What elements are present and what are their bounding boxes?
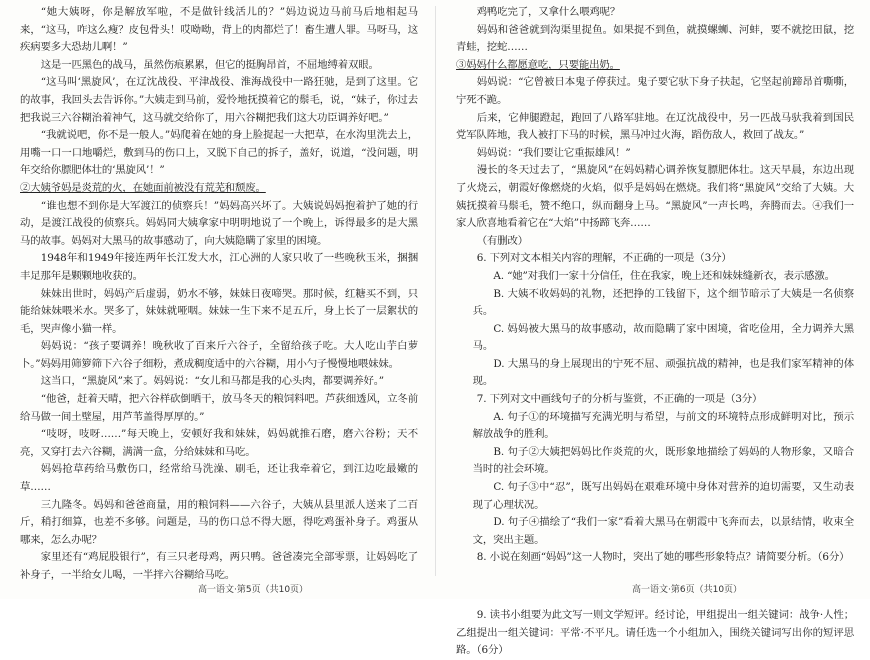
paragraph: “我就说吧，你不是一般人。”妈爬着在她的身上脸捉起一大把草，在水沟里洗去上，用嘴一口一口地嚼烂，敷到马的伤口上，又脱下自己的拆子，盖好，说道，“没问题，明年交给你膘肥体壮的‘黑旋风’！” (20, 129, 418, 177)
question-6-option: D. 大黑马的身上展现出的宁死不屈、顽强抗战的精神，也是我们家军精神的体现。 (472, 357, 854, 388)
question-6-option: B. 大姨不收妈妈的礼物，还把挣的工钱留下，这个细节暗示了大姨是一名侦察兵。 (472, 287, 854, 318)
source-note: （有删改） (476, 234, 528, 247)
question-8-stem: 8. 小说在刻画“妈妈”这一人物时，突出了她的哪些形象特点？请简要分析。（6分） (476, 551, 850, 564)
paragraph: “他爸，赶着天晴，把六谷样砍倒晒干，放马冬天的粮饲料吧。芦荻细透风，立冬前给马做一间土壁屋，用芦苇盖得厚厚的。” (20, 393, 418, 423)
paragraph: 漫长的冬天过去了，“黑旋风”在妈妈精心调养恢复膘肥体壮。这天早晨，东边出现了火烧云，朝霞好像燃烧的火焰，似乎是妈妈在燃烧。我们将“黑旋风”交给了大姨。大姨抚摸着马鬃毛，赞不绝口，纵而翻身上马。“黑旋风”一声长鸣，奔腾而去。④我们一家人欣喜地看着它在“大焰”中扬蹄飞奔…… (456, 164, 854, 230)
paragraph: 妹妹出世时，妈妈产后虚弱，奶水不够，妹妹日夜啼哭。那时候，红糖买不到，只能给妹妹喂米水。哭多了，妹妹就哑咽。妹妹一生下来不足五斤，身上长了一层絮状的毛，哭声像小猫一样。 (20, 287, 418, 335)
paragraph: “吱呀，吱呀……”每天晚上，安顿好我和妹妹，妈妈就推石磨，磨六谷粉；天不亮，又穿打去六谷糊，满满一盒，分给妹妹和马吃。 (20, 428, 418, 458)
question-7-option: B. 句子②大姨把妈妈比作炎荒的火，既形象地描绘了妈妈的人物形象，又暗合当时的社会环境。 (472, 445, 854, 476)
underlined-sentence-3 (456, 57, 854, 75)
page-5-column (20, 4, 418, 581)
paragraph: 1948年和1949年接连两年长江发大水，江心洲的人家只收了一些晚秋玉米，捆捆丰足那年是颗颗地收获的。 (20, 252, 418, 282)
question-7-option: C. 句子③中“忍”，既写出妈妈在艰难环境中身体对营养的迫切需要，又生动表现了心理状况。 (472, 481, 854, 511)
question-6-option: A. “她”对我们一家十分信任，住在我家，晚上还和妹妹缝新衣，表示感激。 (493, 269, 835, 282)
paragraph: 这是一匹黑色的战马，虽然伤痕累累，但它的挺胸昂首，不屈地缚着双眼。 (40, 58, 379, 71)
paragraph: 妈妈抢草药给马敷伤口，经常给马洗澡、刷毛，还让我牵着它，到江边吃最嫩的草…… (20, 463, 418, 494)
paragraph: “谁也想不到你是大军渡江的侦察兵！”妈妈高兴坏了。大姨说妈妈抱着护了她的行动，是渡江战役的侦察兵。妈妈同大姨拿家中明明地说了一个晚上，诉得最多的是大黑马的故事。妈妈对大黑马的故事感动了，向大姨隐瞒了家里的困境。 (20, 199, 418, 247)
paragraph: 家里还有“鸡屁股银行”，有三只老母鸡，两只鸭。爸爸凑完全部零票，让妈妈吃了补身子，一半给女儿喝，一半拌六谷糊给马吃。 (20, 551, 418, 581)
page-5-footer: 高一语文·第5页（共10页） (198, 585, 309, 595)
paragraph: “她大姨呀，你是解放军啦，不是做针线活儿的？”妈边说边马前马后地相起马来，“这马，咋这么瘦？皮包骨头！哎呦呦，背上的肉都烂了！畜生遭人罪。马呀马，这疾病要多大恐劫儿啊！” (20, 6, 418, 54)
paragraph: 妈妈说：“我们要让它重振雄风！” (476, 146, 631, 159)
paragraph: 三九隆冬。妈妈和爸爸商量，用的粮饲料——六谷子，大姨从县里派人送来了二百斤，稍打细算，也差不多够。问题是，马的伤口总不得大愿，得吃鸡蛋补身子。鸡蛋从哪来，怎么办呢？ (20, 498, 418, 546)
paragraph: 妈妈说：“它曾被日本鬼子停获过。鬼子要它驮下身子扶起，它坚起前蹄昂首嘶嘶，宁死不跪。 (456, 76, 854, 106)
page-6-footer: 高一语文·第6页（共10页） (632, 585, 743, 595)
question-6-option: C. 妈妈被大黑马的故事感动，故而隐瞒了家中困境，省吃俭用，全力调养大黑马。 (472, 322, 854, 353)
paragraph: 妈妈和爸爸就到沟渠里捉鱼。如果捉不到鱼，就摸螺蛳、河蚌，要不就挖田鼠，挖青蛙，挖蛇…… (456, 23, 854, 54)
underlined-text: ②大姨爷妈是炎荒的火，在她面前被没有荒芜和颓废。 (20, 181, 266, 194)
paragraph: 后来，它伸腿蹬起，跑回了八路军驻地。在辽沈战役中，另一匹战马驮我着到国民党军队阵地，我人被打下马的时候，黑马冲过火海，蹈伤敌人，救回了战友。” (456, 111, 854, 142)
paragraph: “这马叫‘黑旋风’，在辽沈战役、平津战役、淮海战役中一路狂驰，是到了这里。它的故事，我回头去告诉你。”大姨走到马前，爱怜地抚摸着它的鬃毛，说，“妹子，你过去把我说三六谷糊治着神气，这马就交给你了，用六谷糊把我们这大功臣调养好吧。” (20, 76, 418, 124)
page-divider (435, 6, 436, 576)
question-6-stem: 6. 下列对文本相关内容的理解，不正确的一项是（3分） (476, 252, 732, 265)
underlined-sentence-2 (20, 180, 418, 198)
question-9-stem: 9. 读书小组要为此文写一则文学短评。经讨论，甲组提出一组关键词：战争·人性；乙组提出一组关键词：平常·不平凡。请任选一个小组加入，围绕关键词写出你的短评思路。（6分） (456, 609, 854, 657)
question-7-option: A. 句子①的环境描写充满光明与希望，与前文的环境特点形成鲜明对比，预示解放战争的胜利。 (472, 410, 854, 441)
underlined-text: ③妈妈什么都愿意吃，只要能出奶。 (456, 58, 620, 71)
question-7-option: D. 句子④描绘了“我们一家”看着大黑马在朝霞中飞奔而去，以景结情，收束全文，突出主题。 (472, 516, 854, 546)
question-7-stem: 7. 下列对文中画线句子的分析与鉴赏，不正确的一项是（3分） (476, 393, 763, 406)
paragraph: 妈妈说：“孩子要调养！晚秋收了百来斤六谷子，全留给孩子吃。大人吃山芋白萝卜。”妈妈用筛箩筛下六谷子细粉，煮成稠度适中的六谷糊，用小勺子慢慢地喂妹妹。 (20, 340, 418, 370)
paragraph: 这当口，“黑旋风”来了。妈妈说：“女儿和马都是我的心头肉，都要调养好。” (40, 375, 384, 388)
paragraph: 鸡鸭吃完了，又拿什么喂鸡呢？ (476, 6, 621, 18)
